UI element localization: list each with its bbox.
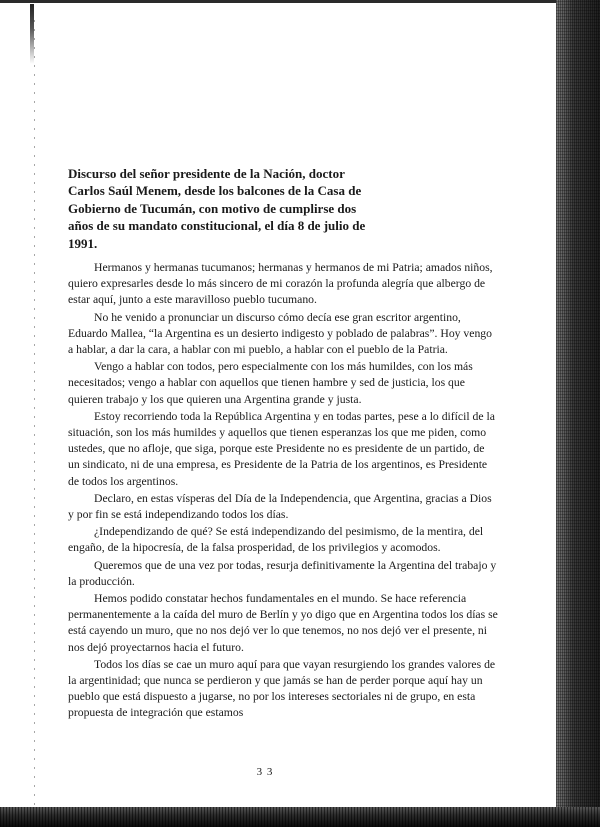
paragraph: Todos los días se cae un muro aquí para que vayan resurgiendo los grandes valores de la argentinidad; que nunca se perdieron y que jamás se han de perder porque aquí hay un pueblo que está dispuesto a jugarse, no por los intereses sectoriales ni de grupo, en esta propuesta de integración que estamos xyxy=(68,657,496,720)
paragraph: No he venido a pronunciar un discurso cómo decía ese gran escritor argentino, Eduardo Mallea, “la Argentina es un desierto indigesto y poblado de palabras”. Hoy vengo a hablar, a dar la cara, a hablar con mi pueblo, a hablar con el pueblo de la Patria. xyxy=(68,310,492,357)
page-number: 3 3 xyxy=(256,766,274,778)
scan-line-left xyxy=(34,20,35,810)
paragraph: Hermanos y hermanas tucumanos; hermanas y hermanos de mi Patria; amados niños, quiero expresarles desde lo más sincero de mi corazón la profunda alegría que albergo de estar aquí, junto a este maravilloso pueblo tucumano. xyxy=(68,261,493,307)
scan-edge-right xyxy=(556,0,600,827)
scan-edge-top xyxy=(0,0,600,3)
paragraph: Vengo a hablar con todos, pero especialmente con los más humildes, con los más necesitados; vengo a hablar con aquellos que tienen hambre y sed de justicia, los que quieren trabajo y los que quieren una Argentina grande y justa. xyxy=(68,360,473,406)
speech-body xyxy=(68,260,498,723)
paragraph: Hemos podido constatar hechos fundamentales en el mundo. Se hace referencia permanentemente a la caída del muro de Berlín y yo digo que en Argentina todos los días se está cayendo un muro, que no nos dejó ver lo que tenemos, no nos dejó ver el presente, ni nos dejó proyectarnos hacia el futuro. xyxy=(68,592,498,654)
paragraph: ¿Independizando de qué? Se está independizando del pesimismo, de la mentira, del engaño, de la hipocresía, de la falsa prosperidad, de los privilegios y acomodos. xyxy=(68,525,484,555)
paragraph: Declaro, en estas vísperas del Día de la Independencia, que Argentina, gracias a Dios y por fin se está independizando todos los días. xyxy=(68,491,492,522)
speech-heading: Discurso del señor presidente de la Nación, doctor Carlos Saúl Menem, desde los balcones de la Casa de Gobierno de Tucumán, con motivo de cumplirse dos años de su mandato constitucional, el día 8 de julio de 1991. xyxy=(68,166,366,251)
paragraph: Queremos que de una vez por todas, resurja definitivamente la Argentina del trabajo y la producción. xyxy=(68,558,497,588)
scan-edge-bottom xyxy=(0,807,600,827)
paragraph: Estoy recorriendo toda la República Argentina y en todas partes, pese a lo difícil de la situación, son los más humildes y aquellos que tienen esperanzas los que me piden, como ustedes, que no afloje, que siga, porque este Presidente no es presidente de un partido, de un sindicato, ni de una empresa, es Presidente de la Patria de los argentinos, es Presidente de todos los argentinos. xyxy=(68,409,495,488)
